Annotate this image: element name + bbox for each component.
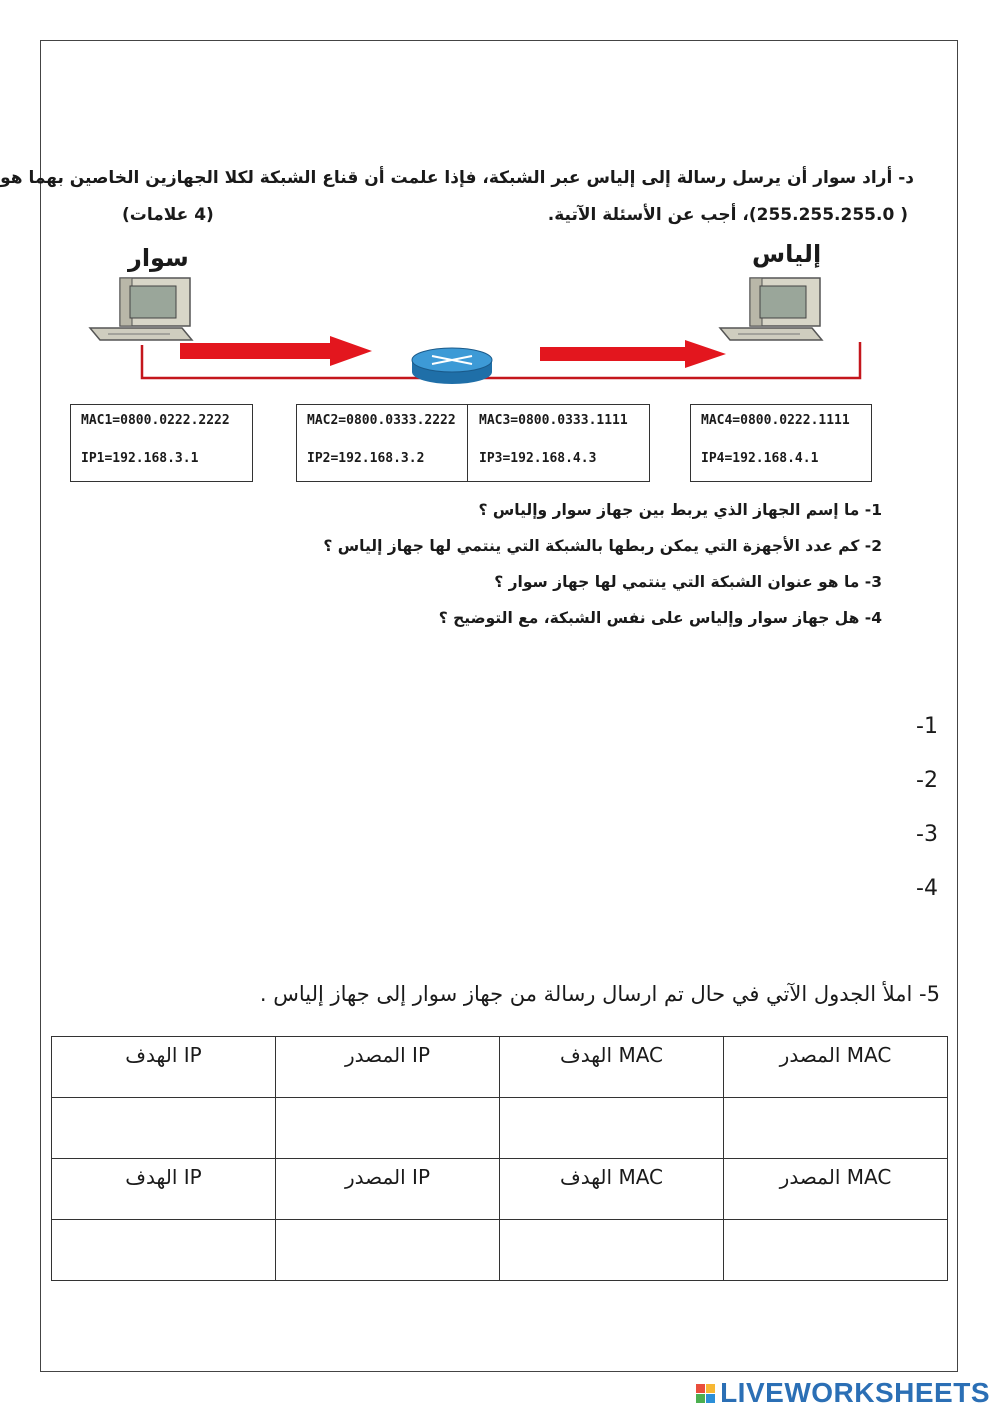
header-ip-source: IP المصدر — [276, 1159, 500, 1220]
marks-label: (4 علامات) — [122, 205, 214, 225]
answer-cell[interactable] — [276, 1098, 500, 1159]
question-1: 1- ما إسم الجهاز الذي يربط بين جهاز سوار وإلياس ؟ — [478, 501, 882, 519]
answer-4-label: 4- — [916, 876, 938, 901]
header-ip-dest: IP الهدف — [52, 1037, 276, 1098]
answer-1-label: 1- — [916, 714, 938, 739]
question-5: 5- املأ الجدول الآتي في حال تم ارسال رسالة من جهاز سوار إلى جهاز إلياس . — [259, 982, 940, 1006]
header-mac-source: MAC المصدر — [724, 1159, 948, 1220]
receiver-computer-icon — [720, 278, 822, 340]
arrow-right-1-icon — [180, 336, 372, 366]
header-ip-source: IP المصدر — [276, 1037, 500, 1098]
address-box-4 — [690, 404, 872, 482]
answer-cell[interactable] — [52, 1098, 276, 1159]
arrow-right-2-icon — [540, 340, 726, 368]
table-row — [52, 1098, 948, 1159]
question-intro-line2: ( 255.255.255.0)، أجب عن الأسئلة الآتية. — [547, 205, 908, 225]
liveworksheets-logo-icon — [696, 1384, 715, 1403]
header-mac-dest: MAC الهدف — [500, 1037, 724, 1098]
address-box-1 — [70, 404, 253, 482]
answer-table — [51, 1036, 948, 1281]
mac2-label: MAC2=0800.0333.2222 — [307, 413, 456, 428]
ip1-label: IP1=192.168.3.1 — [81, 451, 199, 466]
ip2-label: IP2=192.168.3.2 — [307, 451, 425, 466]
answer-3-label: 3- — [916, 822, 938, 847]
answer-cell[interactable] — [500, 1220, 724, 1281]
network-diagram — [60, 240, 940, 400]
answer-cell[interactable] — [276, 1220, 500, 1281]
mac3-label: MAC3=0800.0333.1111 — [479, 413, 628, 428]
table-row — [52, 1220, 948, 1281]
receiver-name-label: إلياس — [752, 240, 822, 268]
answer-2-label: 2- — [916, 768, 938, 793]
question-2: 2- كم عدد الأجهزة التي يمكن ربطها بالشبكة التي ينتمي لها جهاز إلياس ؟ — [323, 537, 882, 555]
brand-text: LIVEWORKSHEETS — [720, 1377, 990, 1408]
answer-cell[interactable] — [52, 1220, 276, 1281]
mac1-label: MAC1=0800.0222.2222 — [81, 413, 230, 428]
sender-name-label: سوار — [128, 244, 189, 272]
ip3-label: IP3=192.168.4.3 — [479, 451, 597, 466]
ip4-label: IP4=192.168.4.1 — [701, 451, 819, 466]
table-header-row — [52, 1159, 948, 1220]
liveworksheets-brand[interactable] — [696, 1378, 990, 1408]
question-4: 4- هل جهاز سوار وإلياس على نفس الشبكة، مع التوضيح ؟ — [438, 609, 882, 627]
header-mac-source: MAC المصدر — [724, 1037, 948, 1098]
question-intro-line1: د- أراد سوار أن يرسل رسالة إلى إلياس عبر الشبكة، فإذا علمت أن قناع الشبكة لكلا الجهازين الخاصين بهما هو — [0, 168, 914, 188]
header-ip-dest: IP الهدف — [52, 1159, 276, 1220]
answer-cell[interactable] — [500, 1098, 724, 1159]
question-3: 3- ما هو عنوان الشبكة التي ينتمي لها جهاز سوار ؟ — [494, 573, 882, 591]
sender-computer-icon — [90, 278, 192, 340]
answer-cell[interactable] — [724, 1098, 948, 1159]
table-header-row — [52, 1037, 948, 1098]
answer-cell[interactable] — [724, 1220, 948, 1281]
router-icon — [412, 348, 492, 384]
mac4-label: MAC4=0800.0222.1111 — [701, 413, 850, 428]
address-box-router — [296, 404, 650, 482]
header-mac-dest: MAC الهدف — [500, 1159, 724, 1220]
